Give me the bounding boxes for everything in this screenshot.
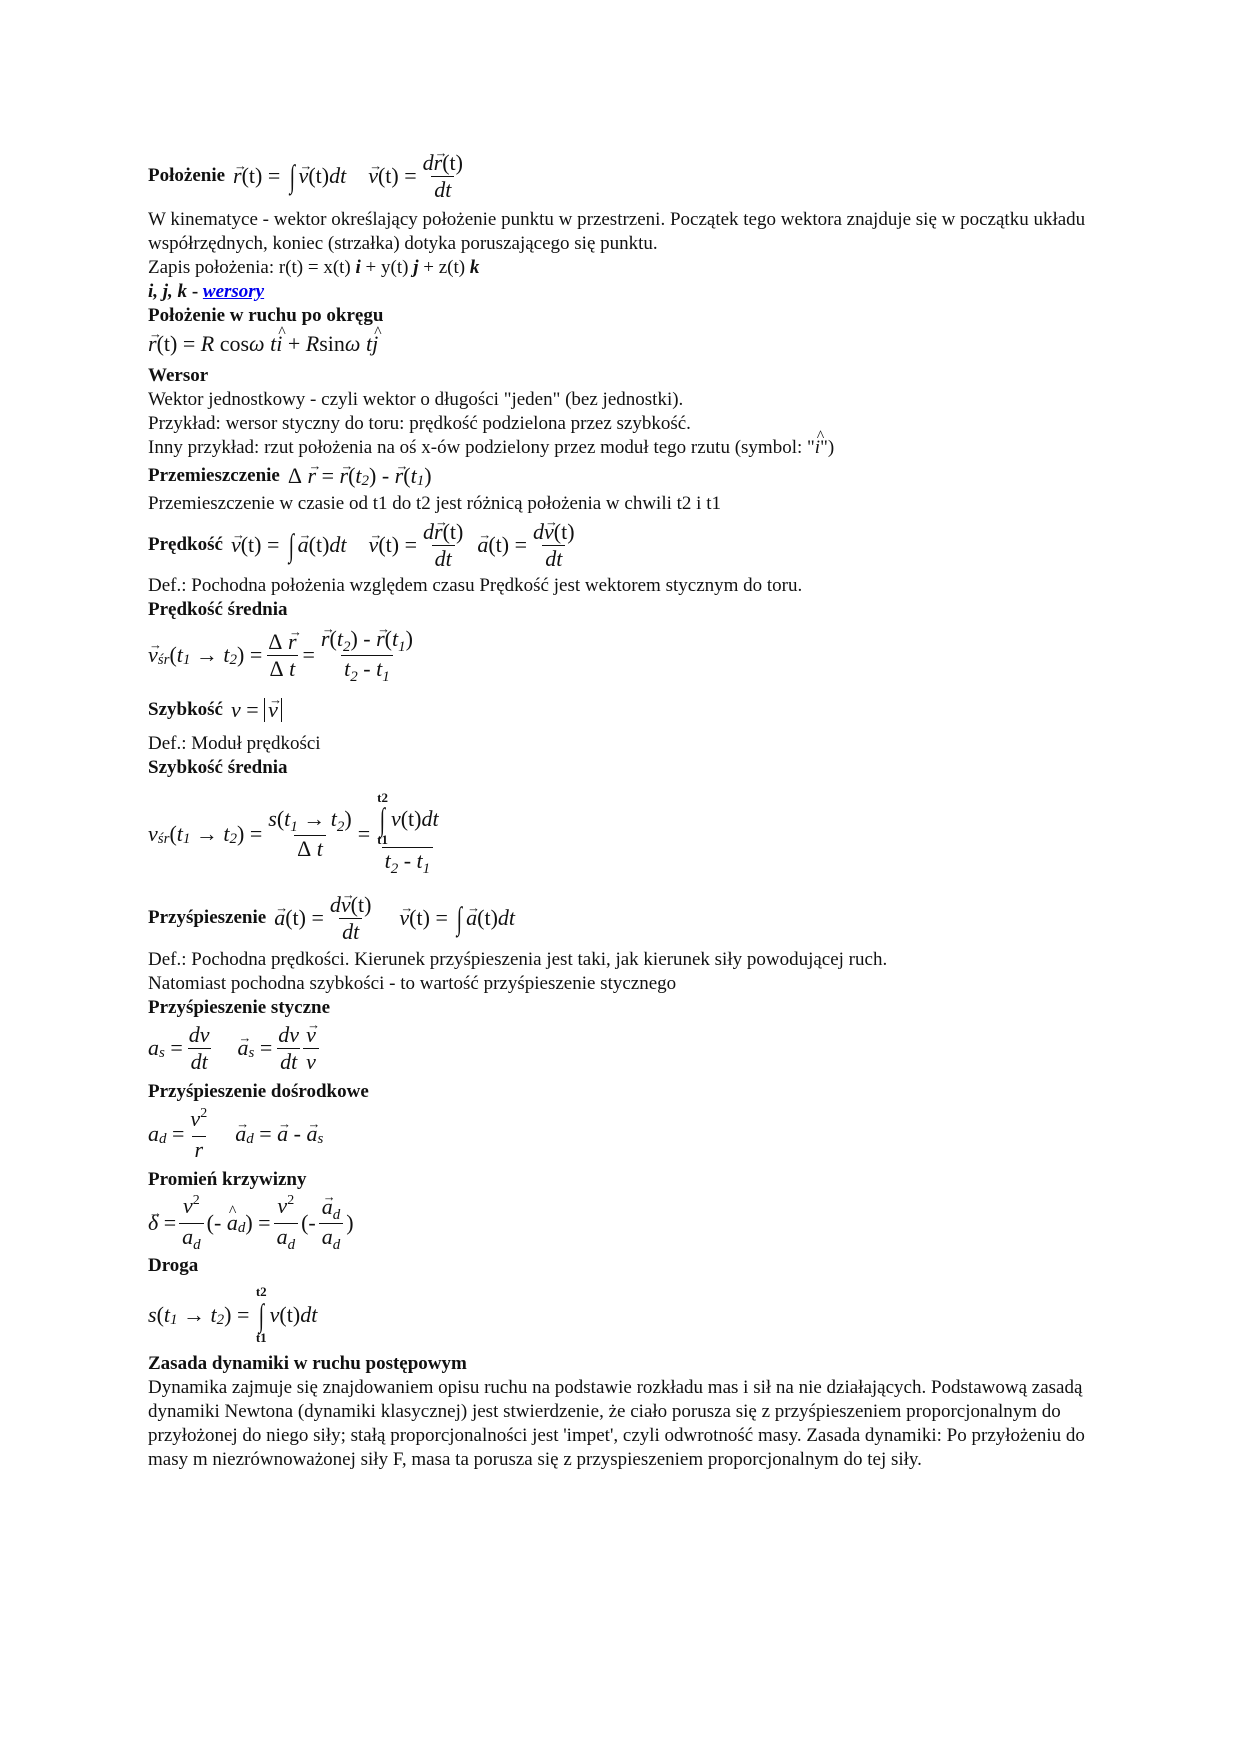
paragraph-acceleration-def: Def.: Pochodna prędkości. Kierunek przyśpieszenia jest taki, jak kierunek siły powodującej ruch. [148,949,888,970]
formula-acceleration-derivative: → a (t) = $\frac{d\to v(t)}{dt}$ [274,893,377,944]
heading-przemieszczenie: Przemieszczenie [148,465,280,486]
section-szybkosc [148,688,1108,732]
paragraph-unit-vector-example: Przykład: wersor styczny do toru: prędkość podzielona przez szybkość. [148,413,691,434]
formula-displacement: Δ → r = → r ( t 2 ) - → r ( t 1 ) [288,464,432,488]
paragraph-position-notation: Zapis położenia: r(t) = x(t) i + y(t) j + z(t) k [148,257,480,278]
formula-average-speed: v śr ( t 1 → t 2 ) = $\frac{s(t_1 \to t_2)}{\text{Δ t}}$ = t2 ∫ t1 v (t) dt $t_2 - t_1$ [148,790,439,877]
formula-acceleration-def: → a (t) = $\frac{d\to v(t)}{dt}$ [477,520,580,571]
section-polozenie [148,150,1108,202]
formula-position-integral: → r (t) = ∫ → v (t) dt [233,164,346,188]
section-przemieszczenie [148,460,1108,492]
formula-path-length: s ( t 1 → t 2 ) = t2 ∫ t1 v (t) dt [148,1284,318,1345]
heading-szybkosc-srednia: Szybkość średnia [148,757,288,778]
heading-szybkosc: Szybkość [148,699,223,720]
heading-circular-motion: Położenie w ruchu po okręgu [148,305,384,326]
section-przyspieszenie [148,888,1108,948]
formula-curvature-radius: → δ = $\frac{v^2}{a_d}$ ( - ^ a d ) = $\frac{v^2}{a_d}$ ( - → $\frac{a_d}{a_d}$ ) [148,1192,1108,1254]
formula-tangential-acceleration: a s = $\frac{dv}{dt}$ → a s = $\frac{dv}{dt}$ → $\frac{v}{v}$ [148,1020,1108,1076]
paragraph-speed-def: Def.: Moduł prędkości [148,733,321,754]
formula-speed: v = → v [231,698,282,722]
formula-velocity-from-acceleration: → v (t) = ∫ → a (t) dt [399,906,515,930]
paragraph-velocity-def: Def.: Pochodna położenia względem czasu Prędkość jest wektorem stycznym do toru. [148,575,803,596]
heading-tangential-acceleration: Przyśpieszenie styczne [148,997,331,1018]
formula-velocity-derivative: → v (t) = $\frac{d\to r(t)}{dt}$ [368,151,469,202]
paragraph-unit-vector-def: Wektor jednostkowy - czyli wektor o długości "jeden" (bez jednostki). [148,389,684,410]
heading-predkosc-srednia: Prędkość średnia [148,599,288,620]
heading-polozenie: Położenie [148,165,226,186]
section-predkosc [148,516,1108,574]
formula-centripetal-acceleration: a d = $\frac{v^2}{r}$ → a d = → a - → a s [148,1104,1108,1164]
heading-predkosc: Prędkość [148,534,223,555]
document-page [148,150,1108,1472]
heading-przyspieszenie: Przyśpieszenie [148,907,267,928]
formula-circular-position: → r (t) = R cos ω t ^ i + R sin ω t ^ j [148,328,1108,360]
paragraph-dynamics: Dynamika zajmuje się znajdowaniem opisu ruchu na podstawie rozkładu mas i sił na nie działających. Podstawową zasadą dynamiki Newtona (dynamiki klasycznej) jest stwierdzenie, że ciało porusza się z przyśpieszeniem proporcjonalnym do przyłożonej do niego siły; stałą proporcjonalności jest 'impet', czyli odwrotność masy. Zasada dynamiki: Po przyłożeniu do masy m niezrównoważonej siły F, masa ta porusza się z przyspieszeniem proporcjonalnym do tej siły. [148,1377,1085,1470]
heading-droga: Droga [148,1255,199,1276]
paragraph-unit-vector-example2: Inny przykład: rzut położenia na oś x-ów podzielony przez moduł tego rzutu (symbol: "^ i") [148,436,1108,460]
formula-average-velocity: → v śr ( t 1 → t 2 ) = $\frac{\Delta \to r}{\text{Δ t}}$ = → $\frac{r(t_2) - \to r(t_1)}{t_2 - t_1}$ [148,622,1108,688]
paragraph-kinematics: W kinematyce - wektor określający położenie punktu w przestrzeni. Początek tego wektora znajduje się w początku układu współrzędnych, koniec (strzałka) dotyka poruszającego się punktu. [148,209,1086,254]
heading-centripetal-acceleration: Przyśpieszenie dośrodkowe [148,1081,369,1102]
paragraph-unit-vectors: i, j, k - wersory [148,281,265,302]
formula-velocity-integral: → v (t) = ∫ → a (t) dt [231,533,347,557]
wersory-link[interactable]: wersory [202,281,265,302]
paragraph-tangential-note: Natomiast pochodna szybkości - to wartość przyśpieszenie stycznego [148,973,677,994]
heading-dynamics-principle: Zasada dynamiki w ruchu postępowym [148,1353,467,1374]
heading-wersor: Wersor [148,365,209,386]
heading-curvature-radius: Promień krzywizny [148,1169,307,1190]
formula-velocity-def: → v (t) = $\frac{d\to r(t)}{dt}$ [369,520,470,571]
paragraph-displacement: Przemieszczenie w czasie od t1 do t2 jest różnicą położenia w chwili t2 i t1 [148,493,721,514]
